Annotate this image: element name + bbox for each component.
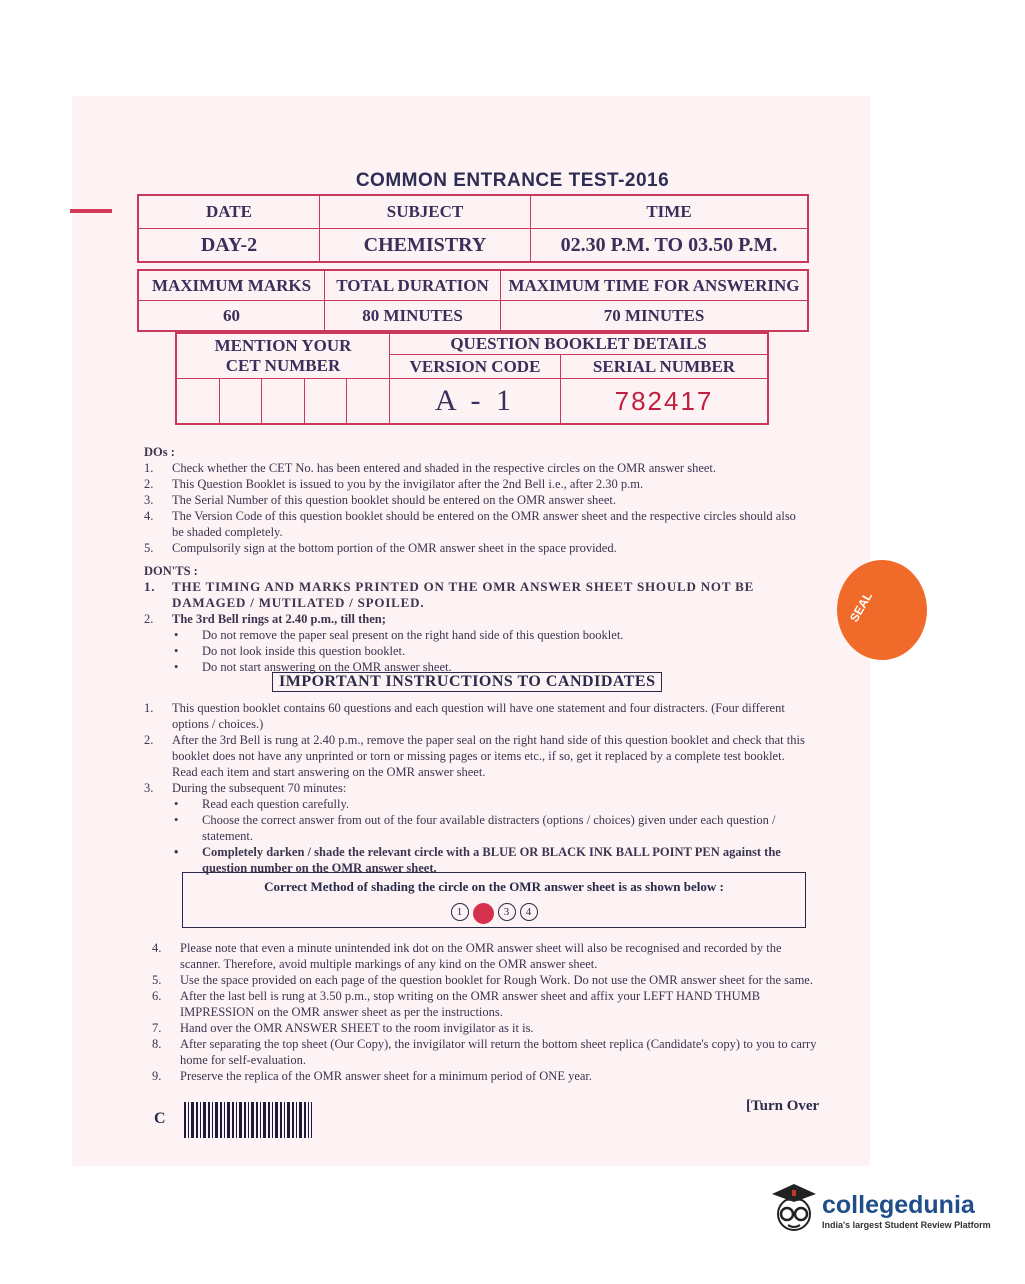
- max-marks-value: 60: [138, 301, 325, 332]
- omr-circle-1: 1: [451, 903, 469, 921]
- omr-circles: [183, 903, 805, 924]
- max-time-value: 70 MINUTES: [501, 301, 809, 332]
- correct-method-text: Correct Method of shading the circle on the OMR answer sheet is as shown below :: [264, 879, 724, 894]
- mention-your-label: MENTION YOUR: [214, 336, 352, 355]
- bullet-item: • Choose the correct answer from out of the four available distracters (options / choices) given under each question / statement.: [144, 812, 809, 844]
- collegedunia-logo: [766, 1180, 991, 1240]
- list-item: 1. THE TIMING AND MARKS PRINTED ON THE OMR ANSWER SHEET SHOULD NOT BE DAMAGED / MUTILATED / SPOILED.: [144, 579, 755, 610]
- bullet-item: • Completely darken / shade the relevant circle with a BLUE OR BLACK INK BALL POINT PEN against the question number on the OMR answer sheet.: [144, 844, 809, 876]
- subject-header: SUBJECT: [320, 195, 531, 229]
- max-marks-header: MAXIMUM MARKS: [138, 270, 325, 301]
- list-item: 1. This question booklet contains 60 questions and each question will have one statement and four distracters. (Four different options / choices.): [144, 701, 785, 731]
- time-header: TIME: [531, 195, 809, 229]
- paper-seal[interactable]: [837, 560, 927, 660]
- booklet-code: C: [154, 1110, 166, 1127]
- total-duration-header: TOTAL DURATION: [325, 270, 501, 301]
- max-time-header: MAXIMUM TIME FOR ANSWERING: [501, 270, 809, 301]
- list-item: 4. Please note that even a minute unintended ink dot on the OMR answer sheet will also be recognised and recorded by the scanner. Therefore, avoid multiple markings of any kind on the OMR answer sheet.: [152, 941, 782, 971]
- page-title: COMMON ENTRANCE TEST-2016: [355, 170, 670, 191]
- omr-circle-4: 4: [520, 903, 538, 921]
- donts-heading: DON'TS :: [144, 564, 198, 578]
- bullet-item: • Do not remove the paper seal present on the right hand side of this question booklet.: [144, 627, 809, 643]
- date-header: DATE: [138, 195, 320, 229]
- date-subject-time-table: [137, 194, 809, 263]
- list-item: 2. This Question Booklet is issued to you by the invigilator after the 2nd Bell i.e., after 2.30 p.m.: [144, 477, 644, 491]
- logo-tagline: India's largest Student Review Platform: [822, 1219, 991, 1230]
- list-item: 4. The Version Code of this question booklet should be entered on the OMR answer sheet and the respective circles should also be shaded completely.: [144, 509, 796, 539]
- list-item: 5. Use the space provided on each page of the question booklet for Rough Work. Do not use the OMR answer sheet for the same.: [152, 973, 813, 987]
- list-item: 5. Compulsorily sign at the bottom portion of the OMR answer sheet in the space provided.: [144, 541, 617, 555]
- list-item: 9. Preserve the replica of the OMR answer sheet for a minimum period of ONE year.: [152, 1069, 593, 1083]
- cet-number-boxes[interactable]: [176, 379, 390, 425]
- barcode: [184, 1102, 312, 1138]
- date-value: DAY-2: [138, 229, 320, 263]
- cet-booklet-table: [175, 332, 769, 425]
- donts-section: [144, 563, 809, 675]
- list-item: 2. After the 3rd Bell is rung at 2.40 p.m., remove the paper seal on the right hand side of this question booklet and check that this booklet does not have any unprinted or torn or missing pages or items etc., if so, get it replaced by a complete test booklet. Read each item and start answering on the OMR answer sheet.: [144, 733, 805, 779]
- logo-mascot-icon: [766, 1180, 822, 1240]
- list-item: 3. The Serial Number of this question booklet should be entered on the OMR answer sheet.: [144, 493, 617, 507]
- seal-label: SEAL: [846, 589, 876, 625]
- more-instructions: [152, 940, 817, 1084]
- dos-heading: DOs :: [144, 445, 175, 459]
- serial-number-label: SERIAL NUMBER: [561, 355, 769, 379]
- list-item: 2. The 3rd Bell rings at 2.40 p.m., till then;: [144, 612, 386, 626]
- list-item: 7. Hand over the OMR ANSWER SHEET to the room invigilator as it is.: [152, 1021, 534, 1035]
- important-section: [144, 700, 809, 876]
- bullet-item: • Do not look inside this question booklet.: [144, 643, 809, 659]
- subject-value: CHEMISTRY: [320, 229, 531, 263]
- dos-section: [144, 444, 809, 556]
- serial-number-value: 782417: [561, 379, 769, 425]
- omr-circle-3: 3: [498, 903, 516, 921]
- list-item: 1. Check whether the CET No. has been entered and shaded in the respective circles on the OMR answer sheet.: [144, 461, 717, 475]
- cet-number-text: CET NUMBER: [225, 356, 341, 375]
- red-margin-mark: [70, 209, 112, 213]
- bullet-item: • Read each question carefully.: [144, 796, 809, 812]
- marks-duration-table: [137, 269, 809, 332]
- bullet-item: • Do not start answering on the OMR answer sheet.: [144, 659, 809, 675]
- list-item: 8. After separating the top sheet (Our Copy), the invigilator will return the bottom sheet replica (Candidate's copy) to you to carry home for self-evaluation.: [152, 1037, 817, 1067]
- important-instructions-heading: IMPORTANT INSTRUCTIONS TO CANDIDATES: [272, 672, 662, 692]
- total-duration-value: 80 MINUTES: [325, 301, 501, 332]
- correct-method-box: [182, 872, 806, 928]
- turn-over-label: [Turn Over: [746, 1098, 820, 1114]
- version-code-label: VERSION CODE: [390, 355, 561, 379]
- cet-number-label: [176, 333, 390, 379]
- list-item: 3. During the subsequent 70 minutes:: [144, 781, 347, 795]
- omr-circle-2-shaded: [473, 903, 494, 924]
- version-code-value: A - 1: [390, 379, 561, 425]
- booklet-details-label: QUESTION BOOKLET DETAILS: [390, 333, 769, 355]
- list-item: 6. After the last bell is rung at 3.50 p.m., stop writing on the OMR answer sheet and affix your LEFT HAND THUMB IMPRESSION on the OMR answer sheet as per the instructions.: [152, 989, 761, 1019]
- logo-name: collegedunia: [822, 1190, 975, 1219]
- time-value: 02.30 P.M. TO 03.50 P.M.: [531, 229, 809, 263]
